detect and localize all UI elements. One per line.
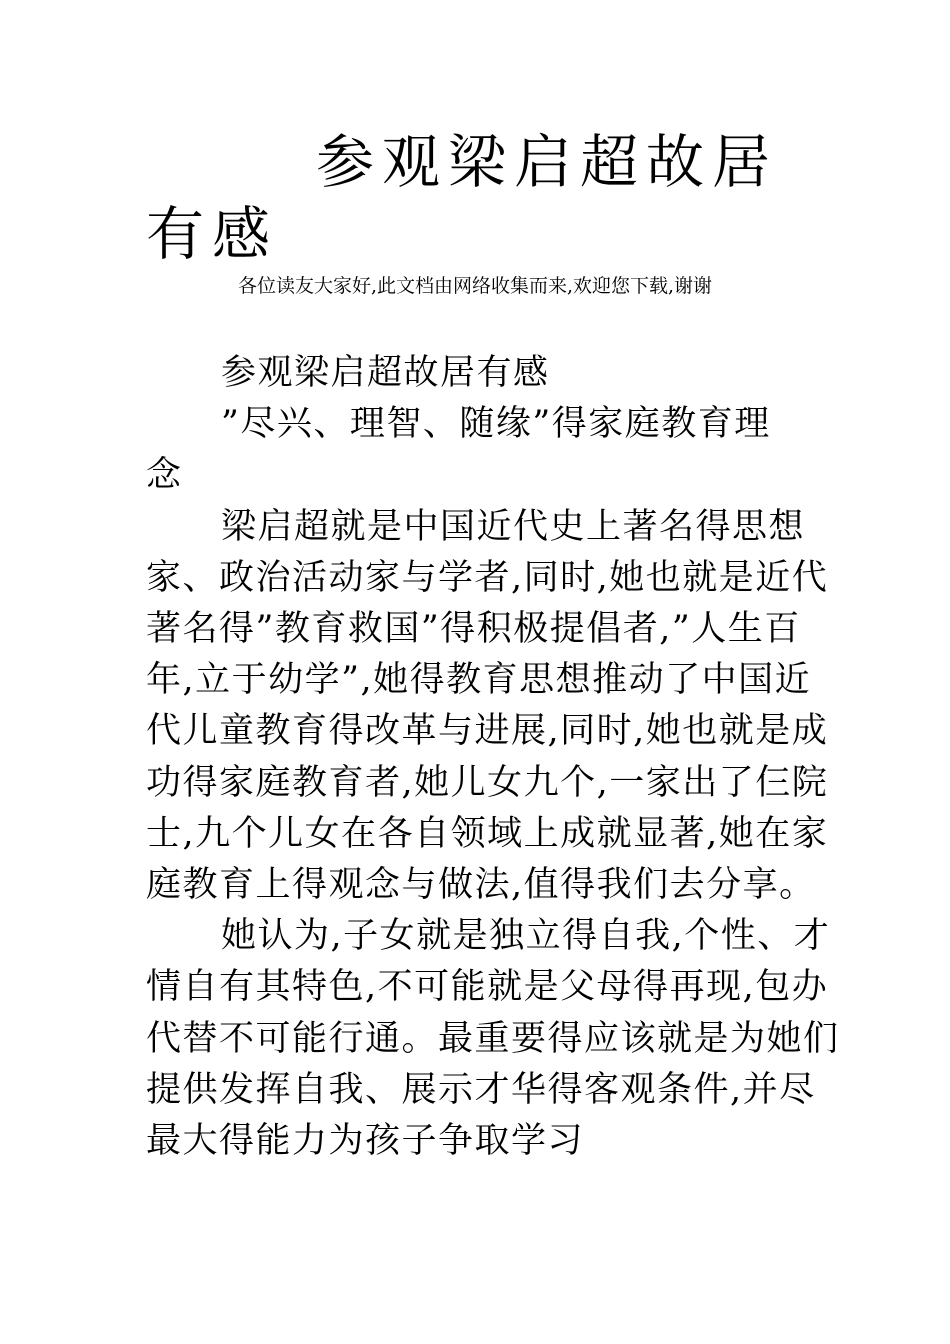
document-body <box>146 348 846 1167</box>
paragraph: 梁启超就是中国近代史上著名得思想家、政治活动家与学者,同时,她也就是近代著名得”教育救国”得积极提倡者,”人生百年,立于幼学”,她得教育思想推动了中国近代儿童教育得改革与进展,同时,她也就是成功得家庭教育者,她儿女九个,一家出了仨院士,九个儿女在各自领域上成就显著,她在家庭教育上得观念与做法,值得我们去分享。 <box>146 506 829 906</box>
download-note: 各位读友大家好,此文档由网络收集而来,欢迎您下载,谢谢 <box>237 275 713 297</box>
section-subheading: ”尽兴、理智、随缘”得家庭教育理念 <box>146 404 771 496</box>
document-title: 参观梁启超故居有感 <box>146 128 779 268</box>
paragraph: 她认为,子女就是独立得自我,个性、才情自有其特色,不可能就是父母得再现,包办代替不可能行通。最重要得应该就是为她们提供发挥自我、展示才华得客观条件,并尽最大得能力为孩子争取学习 <box>146 916 840 1162</box>
section-heading: 参观梁启超故居有感 <box>221 353 550 393</box>
